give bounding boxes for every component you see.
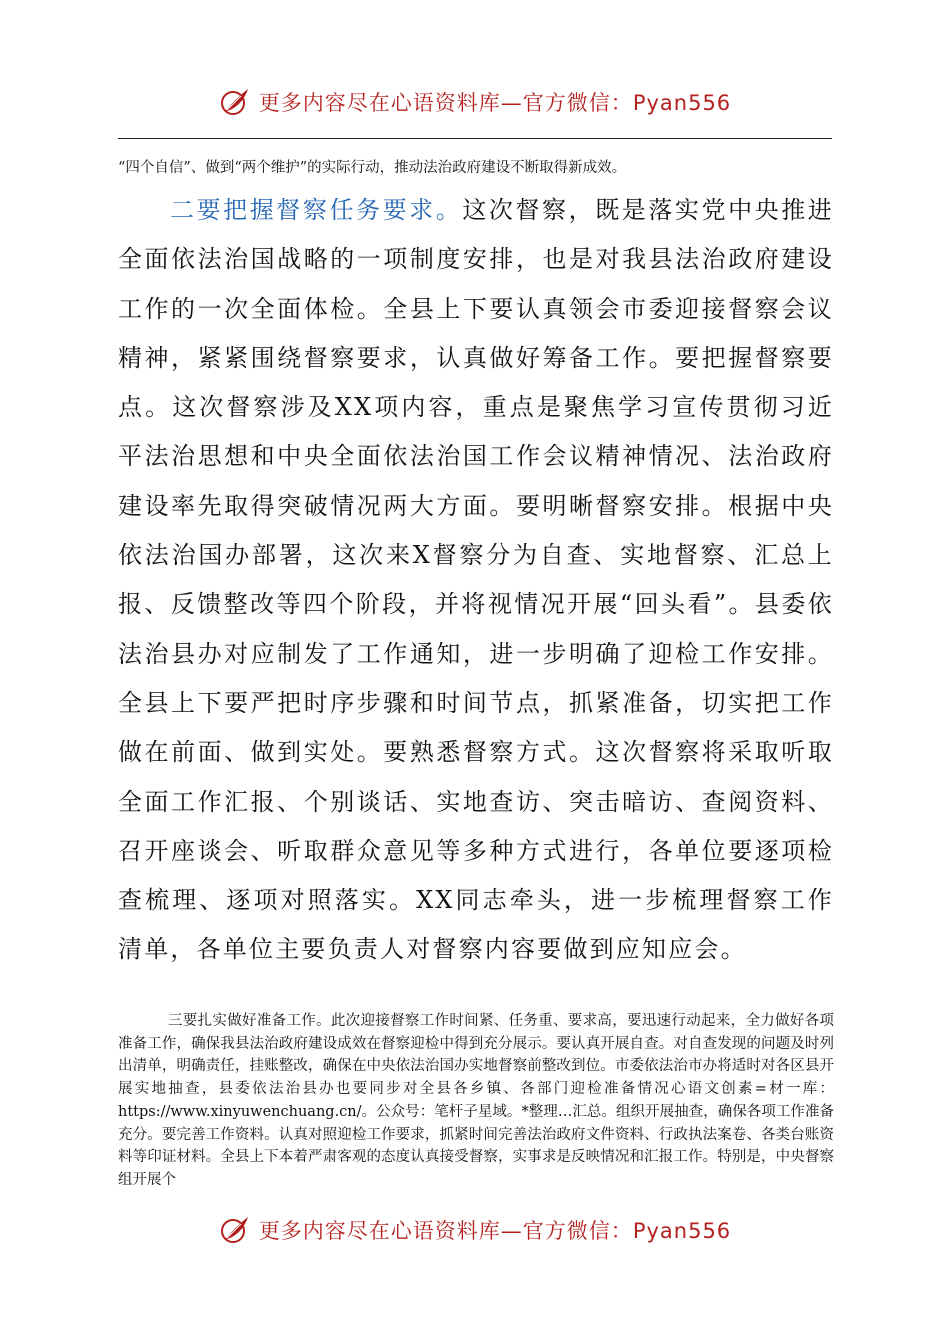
footer-banner-text: 更多内容尽在心语资料库—官方微信：Pyan556 xyxy=(258,1219,732,1243)
footer-wechat-id: Pyan556 xyxy=(632,1219,732,1243)
feather-pen-logo-icon xyxy=(219,86,251,118)
feather-pen-logo-icon xyxy=(219,1214,251,1246)
section-2-text: 这次督察，既是落实党中央推进全面依法治国战略的一项制度安排，也是对我县法治政府建设工作的一次全面体检。全县上下要认真领会市委迎接督察会议精神，紧紧围绕督察要求，认真做好筹备工作。要把握督察要点。这次督察涉及XX项内容，重点是聚焦学习宣传贯彻习近平法治思想和中央全面依法治国工作会议精神情况、法治政府建设率先取得突破情况两大方面。要明晰督察安排。根据中央依法治国办部署，这次来X督察分为自查、实地督察、汇总上报、反馈整改等四个阶段，并将视情况开展“回头看”。县委依法治县办对应制发了工作通知，进一步明确了迎检工作安排。全县上下要严把时序步骤和时间节点，抓紧准备，切实把工作做在前面、做到实处。要熟悉督察方式。这次督察将采取听取全面工作汇报、个别谈话、实地查访、突击暗访、查阅资料、召开座谈会、听取群众意见等多种方式进行，各单位要逐项检查梳理、逐项对照落实。XX同志牵头，进一步梳理督察工作清单，各单位主要负责人对督察内容要做到应知应会。 xyxy=(118,196,834,964)
header-banner xyxy=(0,82,950,122)
footer-banner xyxy=(0,1210,950,1250)
header-wechat-id: Pyan556 xyxy=(632,91,732,115)
header-banner-text: 更多内容尽在心语资料库—官方微信：Pyan556 xyxy=(258,91,732,115)
section-2-heading: 二要把握督察任务要求。 xyxy=(170,196,463,224)
lead-line: “四个自信”、做到“两个维护”的实际行动，推动法治政府建设不断取得新成效。 xyxy=(118,160,627,176)
section-3-paragraph: 三要扎实做好准备工作。此次迎接督察工作时间紧、任务重、要求高，要迅速行动起来，全力做好各项准备工作，确保我县法治政府建设成效在督察迎检中得到充分展示。要认真开展自查。对自查发现的问题及时列出清单，明确责任，挂账整改，确保在中央依法治国办实地督察前整改到位。市委依法治市办将适时对各区县开展实地抽查，县委依法治县办也要同步对全县各乡镇、各部门迎检准备情况心语文创素=材一库：https://www.xinyuwenchuang.cn/。公众号：笔杆子星域。*整理…汇总。组织开展抽查，确保各项工作准备充分。要完善工作资料。认真对照迎检工作要求，抓紧时间完善法治政府文件资料、行政执法案卷、各类台账资料等印证材料。全县上下本着严肃客观的态度认真接受督察，实事求是反映情况和汇报工作。特别是，中央督察组开展个 xyxy=(118,1013,834,1188)
section-2-paragraph xyxy=(118,186,834,975)
header-rule xyxy=(118,138,832,139)
